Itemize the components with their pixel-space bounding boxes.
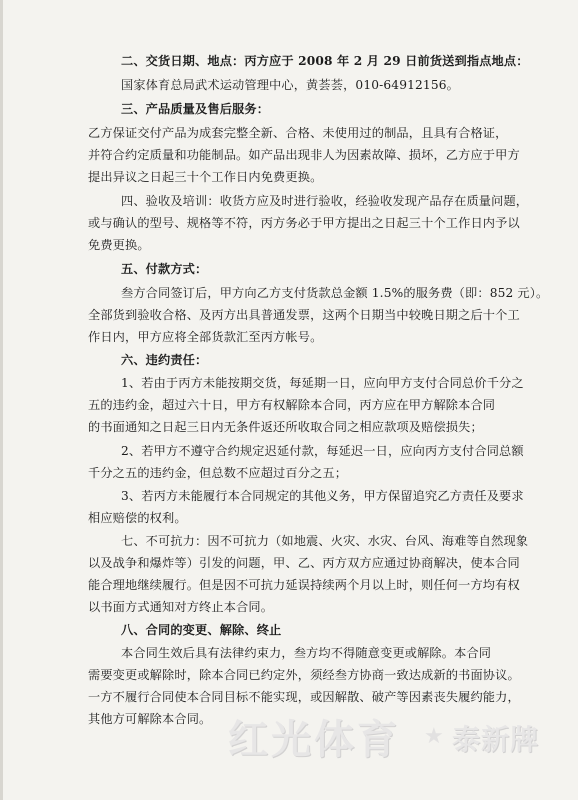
breach-item1-line-2: 五的违约金，超过六十日，甲方有权解除本合同，丙方应在甲方解除本合同: [88, 398, 496, 412]
acceptance-line-3: 免费更换。: [88, 238, 150, 252]
quality-text-line-3: 提出异议之日起三十个工作日内免费更换。: [88, 170, 323, 184]
watermark-brand: 红光体育: [228, 717, 400, 763]
breach-item3-line-2: 相应赔偿的权利。: [88, 511, 187, 525]
breach-item1-line-1: 1、若由于丙方未能按期交货，每延期一日，应向甲方支付合同总价千分之: [121, 376, 524, 390]
payment-line-2: 全部货到验收合格、及丙方出具普通发票，这两个日期当中较晚日期之后十个工: [88, 308, 520, 322]
termination-heading: 八、合同的变更、解除、终止: [121, 623, 282, 637]
payment-line-1: 叁方合同签订后，甲方向乙方支付货款总金额 1.5%的服务费（即：852 元）。: [121, 286, 549, 300]
termination-line-3: 一方不履行合同使本合同目标不能实现，或因解散、破产等因素丧失履约能力，: [88, 690, 520, 704]
payment-heading: 五、付款方式：: [121, 262, 208, 276]
force-majeure-line-1: 七、不可抗力：因不可抗力（如地震、火灾、水灾、台风、海难等自然现象: [121, 534, 529, 548]
watermark-star-icon: ★: [424, 724, 444, 749]
acceptance-line-2: 或与确认的型号、规格等不符，丙方务必于甲方提出之日起三十个工作日内予以: [88, 216, 520, 230]
breach-heading: 六、违约责任：: [121, 353, 208, 367]
delivery-contact-line: 国家体育总局武术运动管理中心，黄荟荟，010-64912156。: [121, 78, 459, 92]
termination-line-4: 其他方可解除本合同。: [88, 712, 212, 726]
breach-item3-line-1: 3、若丙方未能履行本合同规定的其他义务，甲方保留追究乙方责任及要求: [121, 489, 524, 503]
delivery-heading-line: 二、交货日期、地点：丙方应于 2008 年 2 月 29 日前货送到指点地点：: [121, 54, 529, 68]
termination-line-1: 本合同生效后具有法律约束力，叁方均不得随意变更或解除。本合同: [121, 646, 492, 660]
scan-edge: [0, 0, 3, 800]
acceptance-line-1: 四、验收及培训：收货方应及时进行验收，经验收发现产品存在质量问题，: [121, 194, 529, 208]
force-majeure-line-4: 以书面方式通知对方终止本合同。: [88, 600, 274, 614]
quality-text-line-1: 乙方保证交付产品为成套完整全新、合格、未使用过的制品，且具有合格证，: [88, 126, 508, 140]
force-majeure-line-2: 以及战争和爆炸等）引发的问题，甲、乙、丙方双方应通过协商解决，使本合同: [88, 556, 520, 570]
quality-heading: 三、产品质量及售后服务：: [121, 102, 270, 116]
payment-line-3: 作日内，甲方应将全部货款汇至丙方帐号。: [88, 330, 323, 344]
breach-item2-line-1: 2、若甲方不遵守合约规定迟延付款，每延迟一日，应向丙方支付合同总额: [121, 444, 524, 458]
termination-line-2: 需要变更或解除时，除本合同已约定外，须经叁方协商一致达成新的书面协议。: [88, 668, 520, 682]
breach-item2-line-2: 千分之五的违约金，但总数不应超过百分之五；: [88, 466, 348, 480]
watermark-sub-brand: 泰新牌: [452, 723, 540, 756]
breach-item1-line-3: 的书面通知之日起三日内无条件返还所收取合同之相应款项及赔偿损失；: [88, 420, 483, 434]
quality-text-line-2: 并符合约定质量和功能制品。如产品出现非人为因素故障、损坏，乙方应于甲方: [88, 148, 520, 162]
force-majeure-line-3: 能合理地继续履行。但是因不可抗力延误持续两个月以上时，则任何一方均有权: [88, 578, 520, 592]
